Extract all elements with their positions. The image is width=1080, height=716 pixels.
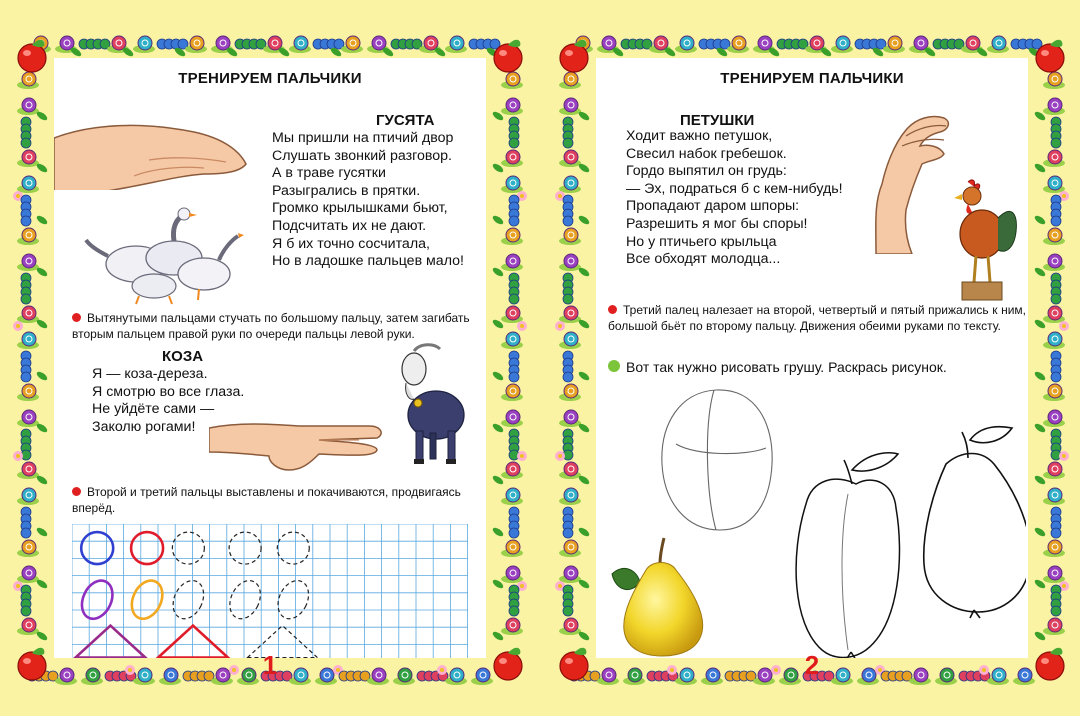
flower-icon bbox=[1059, 451, 1069, 461]
caterpillar-icon bbox=[563, 117, 573, 148]
tracing-triangle bbox=[75, 626, 145, 658]
snail-icon bbox=[559, 228, 581, 245]
caterpillar-icon bbox=[509, 351, 519, 382]
geese-icon bbox=[84, 196, 244, 306]
snail-icon bbox=[501, 176, 523, 193]
snail-icon bbox=[501, 462, 523, 479]
snail-icon bbox=[501, 228, 523, 245]
caterpillar-icon bbox=[509, 195, 519, 226]
poem-line: Заколю рогами! bbox=[92, 418, 196, 435]
flower-icon bbox=[667, 665, 677, 675]
instruction-note-2 bbox=[608, 359, 1026, 375]
snail-icon bbox=[1043, 254, 1065, 271]
poem-line: Пропадают даром шпоры: bbox=[626, 198, 800, 215]
pear-sketch-step-2 bbox=[796, 453, 899, 658]
caterpillar-icon bbox=[1051, 117, 1061, 148]
caterpillar-icon bbox=[1051, 585, 1061, 616]
snail-icon bbox=[501, 540, 523, 557]
snail-icon bbox=[935, 668, 957, 685]
goat-icon bbox=[384, 343, 474, 468]
snail-icon bbox=[559, 306, 581, 323]
flower-icon bbox=[229, 665, 239, 675]
instruction-text: Вытянутыми пальцами стучать по большому пальцу, затем загибать вторым пальцем правой руки по очереди пальцы левой руки. bbox=[72, 311, 470, 341]
snail-icon bbox=[17, 410, 39, 427]
snail-icon bbox=[1043, 176, 1065, 193]
snail-icon bbox=[559, 98, 581, 115]
hand-icon bbox=[209, 408, 389, 478]
snail-icon bbox=[17, 254, 39, 271]
caterpillar-icon bbox=[235, 39, 266, 49]
poem-line: Но в ладошке пальцев мало! bbox=[272, 253, 464, 270]
poem-title-koza: КОЗА bbox=[162, 348, 204, 365]
leaf-icon bbox=[577, 370, 590, 382]
bullet-dot bbox=[72, 487, 81, 496]
tracing-circle bbox=[277, 532, 309, 564]
instruction-note-1 bbox=[608, 302, 1026, 334]
snail-icon bbox=[17, 98, 39, 115]
poem-line: Я б их точно сосчитала, bbox=[272, 235, 430, 252]
caterpillar-icon bbox=[509, 585, 519, 616]
leaf-icon bbox=[1033, 526, 1046, 538]
snail-icon bbox=[133, 36, 155, 53]
poem-line: Громко крылышками бьют, bbox=[272, 200, 448, 217]
flower-icon bbox=[13, 321, 23, 331]
poem-line: Гордо выпятил он грудь: bbox=[626, 163, 787, 180]
leaf-icon bbox=[577, 214, 590, 226]
caterpillar-icon bbox=[509, 507, 519, 538]
snail-icon bbox=[1043, 98, 1065, 115]
instruction-note-2 bbox=[72, 484, 482, 516]
caterpillar-icon bbox=[1051, 507, 1061, 538]
apple-icon bbox=[494, 648, 522, 680]
snail-icon bbox=[501, 384, 523, 401]
page-number: 2 bbox=[804, 650, 820, 680]
snail-icon bbox=[1043, 488, 1065, 505]
leaf-icon bbox=[1033, 214, 1046, 226]
poem-line: Свесил набок гребешок. bbox=[626, 145, 787, 162]
snail-icon bbox=[701, 668, 723, 685]
right-page-content bbox=[596, 58, 1028, 658]
snail-icon bbox=[559, 618, 581, 635]
flower-icon bbox=[979, 665, 989, 675]
flower-icon bbox=[771, 665, 781, 675]
snail-icon bbox=[1043, 306, 1065, 323]
snail-icon bbox=[501, 488, 523, 505]
snail-icon bbox=[1043, 540, 1065, 557]
flower-icon bbox=[125, 665, 135, 675]
snail-icon bbox=[501, 72, 523, 89]
poem-gusyata bbox=[272, 130, 464, 271]
apple-icon bbox=[18, 648, 46, 680]
caterpillar-icon bbox=[881, 671, 912, 681]
snail-icon bbox=[559, 332, 581, 349]
bullet-dot-green bbox=[608, 360, 620, 372]
caterpillar-icon bbox=[509, 273, 519, 304]
snail-icon bbox=[559, 540, 581, 557]
caterpillar-icon bbox=[933, 39, 964, 49]
snail-icon bbox=[501, 306, 523, 323]
snail-icon bbox=[501, 98, 523, 115]
snail-icon bbox=[559, 176, 581, 193]
leaf-icon bbox=[491, 214, 504, 226]
poem-line: Не уйдёте сами — bbox=[92, 401, 215, 418]
caterpillar-icon bbox=[1051, 195, 1061, 226]
left-page bbox=[10, 30, 530, 690]
poem-line: Разрешить я мог бы споры! bbox=[626, 215, 808, 232]
snail-icon bbox=[17, 306, 39, 323]
caterpillar-icon bbox=[391, 39, 422, 49]
caterpillar-icon bbox=[1051, 351, 1061, 382]
caterpillar-icon bbox=[563, 351, 573, 382]
page-header bbox=[54, 58, 486, 98]
caterpillar-icon bbox=[21, 273, 31, 304]
page-header-title: ТРЕНИРУЕМ ПАЛЬЧИКИ bbox=[160, 68, 379, 89]
pear-sketch-step-3 bbox=[924, 427, 1026, 618]
tracing-circle bbox=[81, 532, 113, 564]
caterpillar-icon bbox=[21, 507, 31, 538]
flower-icon bbox=[437, 665, 447, 675]
snail-icon bbox=[1043, 462, 1065, 479]
poem-line: Я — коза-дереза. bbox=[92, 366, 208, 382]
snail-icon bbox=[559, 150, 581, 167]
caterpillar-icon bbox=[777, 39, 808, 49]
snail-icon bbox=[17, 462, 39, 479]
tracing-oval bbox=[167, 576, 209, 624]
snail-icon bbox=[501, 618, 523, 635]
snail-icon bbox=[559, 566, 581, 583]
apple-icon bbox=[18, 40, 46, 72]
poem-line: — Эх, подраться б с кем-нибудь! bbox=[626, 180, 843, 197]
snail-icon bbox=[501, 566, 523, 583]
tracing-circle bbox=[172, 532, 204, 564]
bullet-dot bbox=[72, 313, 81, 322]
flower-icon bbox=[555, 451, 565, 461]
leaf-icon bbox=[35, 526, 48, 538]
instruction-text: Третий палец налезает на второй, четвертый и пятый прижались к ним, большой бьёт по второму пальцу. Движения обеими руками по тексту. bbox=[608, 303, 1026, 333]
snail-icon bbox=[559, 72, 581, 89]
snail-icon bbox=[987, 36, 1009, 53]
caterpillar-icon bbox=[339, 671, 370, 681]
snail-icon bbox=[675, 36, 697, 53]
bullet-dot bbox=[608, 305, 617, 314]
caterpillar-icon bbox=[563, 585, 573, 616]
caterpillar-icon bbox=[563, 195, 573, 226]
rooster-icon bbox=[946, 178, 1021, 303]
leaf-icon bbox=[35, 214, 48, 226]
caterpillar-icon bbox=[563, 273, 573, 304]
pear-icon bbox=[602, 534, 712, 658]
flower-icon bbox=[517, 451, 527, 461]
snail-icon bbox=[1013, 668, 1035, 685]
poem-line: А в траве гусятки bbox=[272, 165, 386, 182]
snail-icon bbox=[1043, 72, 1065, 89]
caterpillar-icon bbox=[183, 671, 214, 681]
snail-icon bbox=[1043, 150, 1065, 167]
caterpillar-icon bbox=[621, 39, 652, 49]
right-page bbox=[552, 30, 1072, 690]
poem-line: Все обходят молодца... bbox=[626, 251, 781, 268]
snail-icon bbox=[501, 254, 523, 271]
snail-icon bbox=[17, 332, 39, 349]
caterpillar-icon bbox=[21, 585, 31, 616]
snail-icon bbox=[445, 36, 467, 53]
leaf-icon bbox=[491, 370, 504, 382]
poem-line: Мы пришли на птичий двор bbox=[272, 130, 454, 146]
snail-icon bbox=[471, 668, 493, 685]
tracing-circle bbox=[229, 532, 261, 564]
left-page-content bbox=[54, 58, 486, 658]
page-number: 1 bbox=[262, 650, 278, 680]
caterpillar-icon bbox=[1051, 273, 1061, 304]
instruction-note-1 bbox=[72, 310, 482, 342]
poem-line: Слушать звонкий разговор. bbox=[272, 147, 452, 164]
leaf-icon bbox=[35, 370, 48, 382]
instruction-text: Второй и третий пальцы выставлены и покачиваются, продвигаясь вперёд. bbox=[72, 485, 461, 515]
hand-icon bbox=[836, 104, 956, 254]
leaf-icon bbox=[491, 526, 504, 538]
apple-icon bbox=[1036, 648, 1064, 680]
snail-icon bbox=[1043, 384, 1065, 401]
tracing-oval bbox=[126, 576, 168, 624]
snail-icon bbox=[1043, 332, 1065, 349]
leaf-icon bbox=[1033, 370, 1046, 382]
apple-icon bbox=[560, 648, 588, 680]
snail-icon bbox=[501, 410, 523, 427]
snail-icon bbox=[1043, 228, 1065, 245]
snail-icon bbox=[559, 254, 581, 271]
poem-title-petushki: ПЕТУШКИ bbox=[680, 112, 755, 129]
snail-icon bbox=[501, 332, 523, 349]
flower-icon bbox=[13, 451, 23, 461]
snail-icon bbox=[17, 176, 39, 193]
snail-icon bbox=[17, 72, 39, 89]
caterpillar-icon bbox=[157, 39, 188, 49]
flower-icon bbox=[555, 321, 565, 331]
page-header-title: ТРЕНИРУЕМ ПАЛЬЧИКИ bbox=[702, 68, 921, 89]
snail-icon bbox=[17, 566, 39, 583]
poem-line: Ходит важно петушок, bbox=[626, 128, 773, 144]
pear-sketch-step-1 bbox=[662, 390, 772, 530]
poem-line: Подсчитать их не дают. bbox=[272, 217, 427, 234]
snail-icon bbox=[831, 36, 853, 53]
caterpillar-icon bbox=[21, 195, 31, 226]
caterpillar-icon bbox=[1011, 39, 1042, 49]
instruction-text: Вот так нужно рисовать грушу. Раскрась рисунок. bbox=[626, 359, 947, 375]
caterpillar-icon bbox=[21, 351, 31, 382]
snail-icon bbox=[289, 36, 311, 53]
caterpillar-icon bbox=[725, 671, 756, 681]
tracing-worksheet-grid bbox=[72, 524, 472, 658]
leaf-icon bbox=[577, 526, 590, 538]
snail-icon bbox=[17, 618, 39, 635]
poem-line: Я смотрю во все глаза. bbox=[92, 383, 245, 400]
snail-icon bbox=[17, 150, 39, 167]
snail-icon bbox=[17, 488, 39, 505]
apple-icon bbox=[560, 40, 588, 72]
flower-icon bbox=[1059, 321, 1069, 331]
page-header bbox=[596, 58, 1028, 98]
snail-icon bbox=[559, 384, 581, 401]
snail-icon bbox=[1043, 618, 1065, 635]
tracing-oval bbox=[76, 576, 118, 624]
snail-icon bbox=[1043, 566, 1065, 583]
caterpillar-icon bbox=[21, 117, 31, 148]
snail-icon bbox=[559, 488, 581, 505]
snail-icon bbox=[559, 462, 581, 479]
snail-icon bbox=[501, 150, 523, 167]
snail-icon bbox=[559, 410, 581, 427]
poem-line: Но у птичьего крыльца bbox=[626, 233, 777, 250]
flower-icon bbox=[517, 321, 527, 331]
tracing-triangle bbox=[158, 626, 228, 658]
caterpillar-icon bbox=[79, 39, 110, 49]
snail-icon bbox=[17, 228, 39, 245]
snail-icon bbox=[393, 668, 415, 685]
snail-icon bbox=[81, 668, 103, 685]
snail-icon bbox=[17, 540, 39, 557]
hand-icon bbox=[54, 98, 254, 190]
caterpillar-icon bbox=[313, 39, 344, 49]
caterpillar-icon bbox=[563, 507, 573, 538]
caterpillar-icon bbox=[509, 117, 519, 148]
caterpillar-icon bbox=[855, 39, 886, 49]
poem-petushki bbox=[626, 128, 843, 269]
caterpillar-icon bbox=[469, 39, 500, 49]
snail-icon bbox=[623, 668, 645, 685]
poem-title-gusyata: ГУСЯТА bbox=[376, 112, 435, 129]
snail-icon bbox=[17, 384, 39, 401]
snail-icon bbox=[1043, 410, 1065, 427]
snail-icon bbox=[159, 668, 181, 685]
poem-line: Разыгрались в прятки. bbox=[272, 182, 421, 199]
tracing-oval bbox=[224, 576, 266, 624]
caterpillar-icon bbox=[699, 39, 730, 49]
